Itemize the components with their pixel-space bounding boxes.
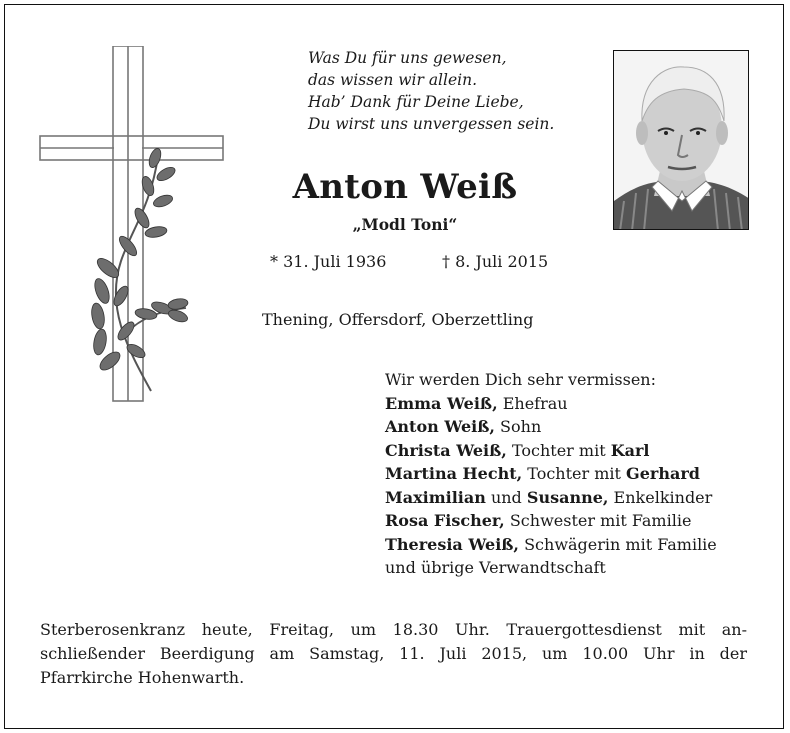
poem [308,47,554,135]
deceased-name: Anton Weiß [292,167,518,207]
mourner-entry: Theresia Weiß, Schwägerin mit Familie [385,534,717,554]
death-date: † 8. Juli 2015 [442,252,549,271]
poem-line: Hab’ Dank für Deine Liebe, [308,93,524,111]
birth-date: * 31. Juli 1936 [270,252,387,271]
poem-line: Was Du für uns gewesen, [308,49,507,67]
deceased-nickname: „Modl Toni“ [352,215,458,234]
notice-line: Sterberosenkranz heute, Freitag, um 18.30 Uhr. Trauergottesdienst mit an- [40,620,747,639]
mourners-intro: Wir werden Dich sehr vermissen: [385,370,656,389]
mourner-entry: Emma Weiß, Ehefrau [385,393,568,413]
service-notice [40,618,747,690]
places: Thening, Offersdorf, Oberzettling [262,310,534,329]
notice-line: Pfarrkirche Hohenwarth. [40,668,245,687]
mourner-entry: Christa Weiß, Tochter mit Karl [385,440,650,460]
mourner-entry: Anton Weiß, Sohn [385,417,542,436]
notice-line: schließender Beerdigung am Samstag, 11. Juli 2015, um 10.00 Uhr in der [40,644,747,663]
mourners-closing: und übrige Verwandtschaft [385,558,606,577]
poem-line: das wissen wir allein. [308,71,478,89]
mourner-entry: Rosa Fischer, Schwester mit Familie [385,511,692,530]
mourner-entry: Martina Hecht, Tochter mit Gerhard [385,464,700,483]
portrait-photo [613,50,749,230]
cross-with-leaves-icon [36,46,236,406]
mourners-list [385,368,717,580]
poem-line: Du wirst uns unvergessen sein. [308,115,555,133]
mourner-entry: Maximilian und Susanne, Enkelkinder [385,487,713,507]
